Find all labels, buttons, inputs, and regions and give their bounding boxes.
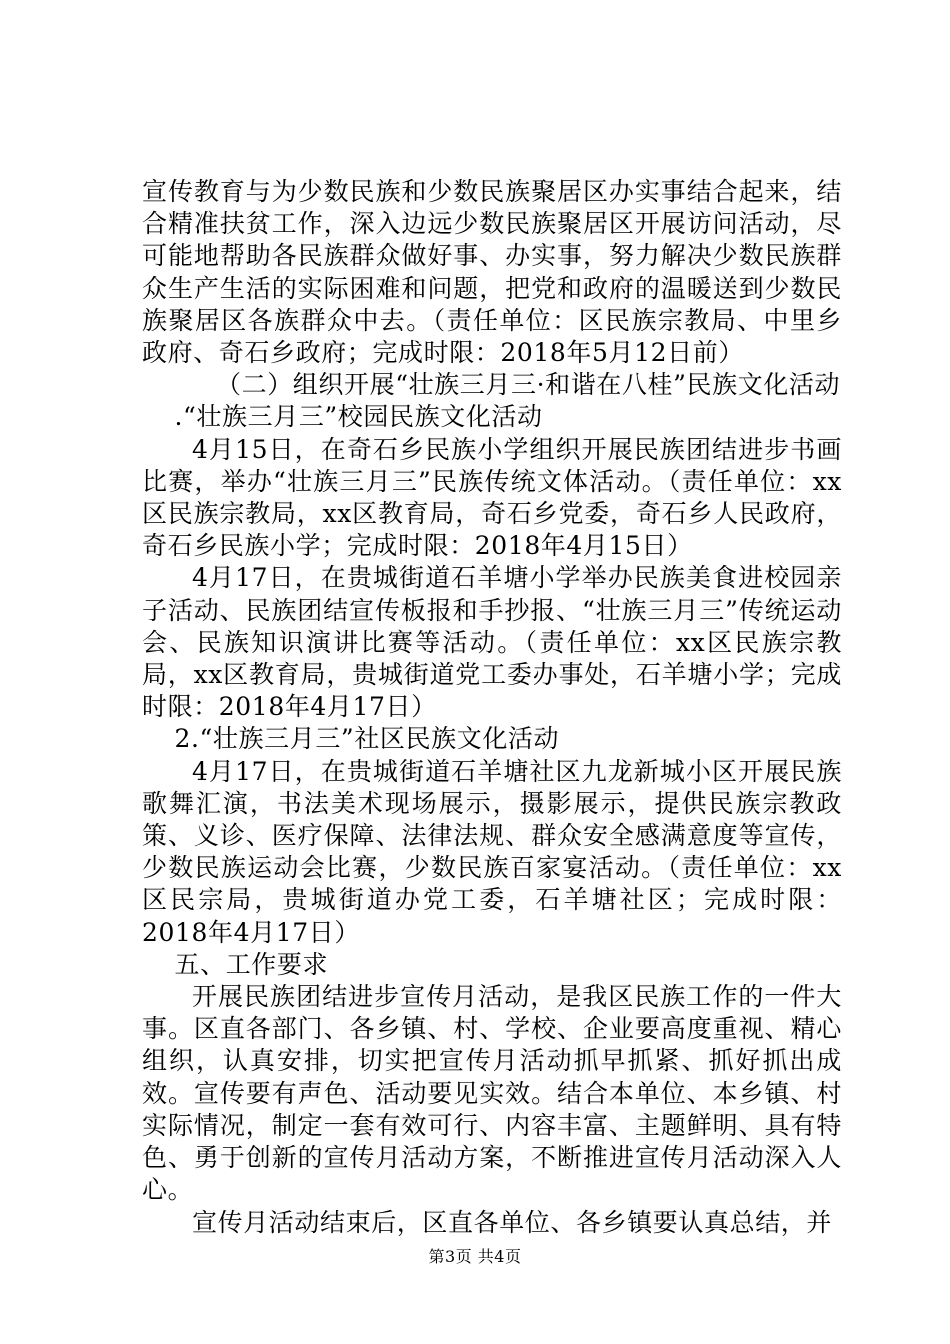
section-heading-work-requirements: 五、工作要求 bbox=[174, 949, 329, 979]
paragraph-april-17-community: 4月17日，在贵城街道石羊塘社区九龙新城小区开展民族歌舞汇演，书法美术现场展示，摄影展示，提供民族宗教政策、义诊、医疗保障、法律法规、群众安全感满意度等宣传，少数民族运动会比赛，少数民族百家宴活动。（责任单位：xx区民宗局，贵城街道办党工委，石羊塘社区；完成时限：2018年4月17日） bbox=[142, 756, 842, 947]
subheading-campus-activity: .“壮族三月三”校园民族文化活动 bbox=[174, 402, 543, 432]
paragraph-april-17-school: 4月17日，在贵城街道石羊塘小学举办民族美食进校园亲子活动、民族团结宣传板报和手抄报、“壮族三月三”传统运动会、民族知识演讲比赛等活动。（责任单位：xx区民族宗教局，xx区教育局，贵城街道党工委办事处，石羊塘小学；完成时限：2018年4月17日） bbox=[142, 563, 842, 722]
document-body bbox=[142, 176, 842, 1239]
paragraph-summary: 宣传月活动结束后，区直各单位、各乡镇要认真总结，并 bbox=[192, 1207, 833, 1237]
section-heading-2: （二）组织开展“壮族三月三·和谐在八桂”民族文化活动 bbox=[216, 370, 841, 400]
paragraph-continuation: 宣传教育与为少数民族和少数民族聚居区办实事结合起来，结合精准扶贫工作，深入边远少数民族聚居区开展访问活动，尽可能地帮助各民族群众做好事、办实事，努力解决少数民族群众生产生活的实际困难和问题，把党和政府的温暖送到少数民族聚居区各族群众中去。（责任单位：区民族宗教局、中里乡政府、奇石乡政府；完成时限：2018年5月12日前） bbox=[142, 177, 842, 368]
subheading-community-activity: 2.“壮族三月三”社区民族文化活动 bbox=[174, 724, 560, 754]
paragraph-work-requirements: 开展民族团结进步宣传月活动，是我区民族工作的一件大事。区直各部门、各乡镇、村、学校、企业要高度重视、精心组织，认真安排，切实把宣传月活动抓早抓紧、抓好抓出成效。宣传要有声色、活动要见实效。结合本单位、本乡镇、村实际情况，制定一套有效可行、内容丰富、主题鲜明、具有特色、勇于创新的宣传月活动方案，不断推进宣传月活动深入人心。 bbox=[142, 982, 842, 1205]
page-number-footer: 第3页 共4页 bbox=[428, 1247, 522, 1266]
paragraph-april-15: 4月15日，在奇石乡民族小学组织开展民族团结进步书画比赛，举办“壮族三月三”民族传统文体活动。（责任单位：xx区民族宗教局，xx区教育局，奇石乡党委，奇石乡人民政府，奇石乡民族小学；完成时限：2018年4月15日） bbox=[142, 434, 842, 561]
